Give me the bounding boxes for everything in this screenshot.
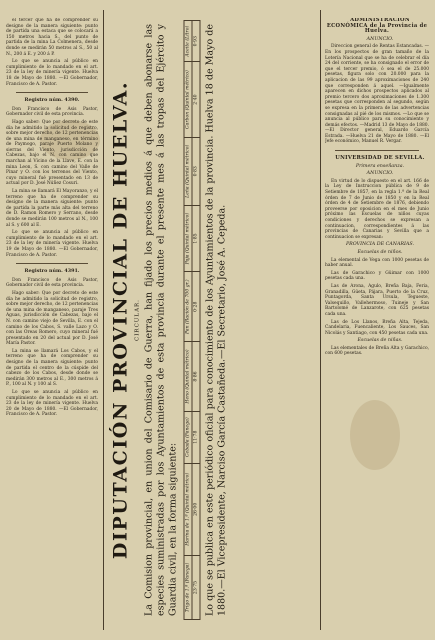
registry-heading: Registro núm. 4390.	[24, 97, 80, 104]
school-listing: Las de Los Llanos, Breña Alta, Tejeda, Candelaria, Fuencaliente, Los Sauces, San Nicolás y Santiago, con 450 pesetas cada una.	[325, 319, 429, 336]
lottery-notice: Direccion general de Rentas Estancadas. —En los prospectos de gran tamaño de la Lotería Nacional que se ha de celebrar el día 24 del corriente, se ha consignado el error de que el tercer premio, ó sea el de 25.000 pesetas, figura solo con 20.000 para la aplicacion de las 99 aproximaciones de 240 que corresponden á aquel. —Igualmente aparecen en dichos prospectos aplicados al premio tercero dos aproximaciones de 1.300 pesetas que corresponden al segundo, según se expresa en la primera de las advertencias consignadas al pié de los mismos. —Lo que se anuncia al público para su conocimiento y demás efectos. —Madrid 13 de Mayo de 1880. —El Director general, Eduardo García Estrada. —Huelva 21 de Mayo de 1880. —El Jefe económico, Manuel R. Vergar.	[325, 44, 429, 145]
table-header: Cebada (Fanega)	[184, 411, 192, 463]
circular-subtitle: CIRCULAR.	[134, 299, 141, 341]
school-listing: Las de Arona, Agulo, Breña Baja, Feria, Granadilla, Güeta, Pájara, Puerto de la Cruz, Puntagorda, Santa Ursula, Tegueste, Valsequillo, Vallehermoso, Tuineje y San Bartolomé de Lanzarote, con 625 pesetas cada una.	[325, 283, 429, 317]
section-subheading: Escuelas de niños.	[357, 249, 403, 255]
right-column	[325, 18, 429, 622]
table-cell: 2·40	[192, 62, 200, 137]
section-heading: ADMINISTRACION ECONÓMICA de la Provincia de Huelva.	[326, 18, 428, 35]
table-header: Paja (Quintal métrico)	[184, 205, 192, 271]
mining-notice-body: Hago saber: Que por decreto de este día he admitido la solicitud de registro, sobre mejor derecho, de 12 pertenencias de una mina de manganeso, paraje Tres Aguas, jurisdicción de Cabezas, bajo el N. con camino viejo de Sevilla, E. con el camino de los Cabos, S. valle Lazo y O. con las Oreas Romero, cuyo mineral fué presentado en 20 del actual por D. José María Pastor.	[6, 290, 98, 347]
mining-notice-body: La mina se llamará El Mayoranzo, y el terreno que ha de comprender su designo de la manera siguiente: punto de partida la parte más alta del terreno de D. Ramon Romero y Serrano, desde donde se medirán 100 metros al N., 100 al S. y 600 al E.	[6, 189, 98, 228]
registry-heading: Registro núm. 4391.	[24, 268, 80, 275]
price-table-header-row	[184, 21, 192, 620]
mining-notice-body: La mina se llamará Los Cabos, y el terreno que ha de comprender su designo de la manera siguiente: punto de partida el centro de la cúspide del cabezo de los Cabos, desde donde se medirán 300 metros al E., 300 metros á P., 100 al N. y 100 al S.	[6, 348, 98, 388]
section-subheading: Escuelas de niñas.	[357, 338, 403, 344]
left-column	[6, 18, 98, 622]
price-table	[184, 20, 201, 620]
page-title: DIPUTACIÓN PROVINCIAL DE HUELVA.	[109, 80, 132, 560]
rotated-center-section	[108, 20, 323, 620]
school-listing: Las elementales de Breña Alta y Garachico, con 600 pesetas.	[325, 345, 429, 357]
table-cell: 1·85	[192, 205, 200, 271]
table-cell: 0·93	[192, 21, 200, 62]
section-subheading: Primera enseñanza.	[355, 163, 405, 169]
university-notice: En virtud de lo dispuesto en el art. 166 de la Ley de Instruccion pública de 9 de Setiembre de 1857, en la regla 1.ª de la Real órden de 7 de Junio de 1850 y en la Real órden de 4 de Setiembre de 1876, debiendo proveerse por oposicion en el mes de Junio próximo las Escuelas de niños cuyas condiciones y derechos se expresan a continuacion, correspondientes á las provincias de Canarias y Sevilla que a continuacion se expresan:	[325, 178, 429, 240]
section-subheading: ANUNCIO.	[366, 36, 394, 42]
table-cell: 8·86	[192, 342, 200, 411]
table-cell: 0·28	[192, 272, 200, 342]
school-listing: La elemental de Vega con 1000 pesetas de haber anual.	[325, 257, 429, 269]
column-divider	[16, 92, 88, 93]
governor-line: Don Francisco de Asis Pastor, Gobernador civil de esta provincia.	[6, 106, 98, 118]
table-cell: 23·75	[192, 555, 200, 619]
table-cell: 26·00	[192, 463, 200, 555]
section-subheading: ANUNCIO.	[366, 171, 394, 177]
school-listing: Las de Garachico y Güimar con 1000 pesetas cada una.	[325, 270, 429, 282]
table-header: Leña (Quintal métrico)	[184, 137, 192, 205]
table-header: Carbon (Quintal métrico)	[184, 62, 192, 137]
table-header: Aceite (Litro)	[184, 21, 192, 62]
circular-footer: Lo que se publica en este periódico oficial para conocimiento de los Ayuntamientos de la provincia. Huelva 18 de Mayo de 1880.—El Vicepresidente, Narciso García Castañeda.—El Secretario, José A. Cepeda.	[204, 24, 228, 616]
section-heading: UNIVERSIDAD DE SEVILLA.	[335, 155, 425, 162]
mining-notice-body: Hago saber: Que por decreto de este día he admitido la solicitud de registro, sobre mejor derecho, de 12 pertenencias de una mina de manganeso, en término de Paymogo, paraje Puerto Molano y sierras del Viento, jurisdicción de Cabezas, bajo el N. con camino que marchan al Vicino de la Llave, E. con la mina Leon, S. con camino del Valle de Pinar y O. con los terrenos del Viento, cuyo mineral fué presentado en 13 de actual por D. José Núñez Cosuri.	[6, 119, 98, 187]
circular-intro: La Comision provincial, en union del Comisario de Guerra, han fijado los precios medios á que deben abonarse las especies suministradas por los Ayuntamientos de esta provincia durante el presente mes á las tropas del Ejército y Guardia civil, en la forma siguiente:	[143, 24, 179, 616]
column-divider	[335, 150, 419, 151]
table-header: Harina de 1.ª (Quintal métrico)	[184, 463, 192, 555]
column-divider	[16, 263, 88, 264]
mining-notice-closing: Lo que se anuncia al público en cumplimiento de lo mandado en el art. 23 de la ley de minería vigente. Huelva 20 de Mayo de 1880. —El Gobernador, Francisco de A. Pastor.	[6, 390, 98, 418]
table-row	[192, 21, 200, 620]
mining-notice-tail: el tercer que ha de comprender su designo de la manera siguiente: punto de partida una estaca que se colocará a 150 metros hacia S., del punto de partida de la mina La Colmenera, desde donde se medirán 50 metros al S., 50 al N., 200 á E. y 200 á P.	[6, 18, 98, 57]
section-subheading: PROVINCIA DE CANARIAS.	[345, 242, 415, 248]
mining-notice-closing: Lo que se anuncia al público en cumplimiento de lo mandado en el art. 23 de la ley de minería vigente. Huelva 18 de Mayo de 1880. —El Gobernador, Francisco de A. Pastor.	[6, 59, 98, 87]
table-header: Pan (Ración de 700 gr.)	[184, 272, 192, 342]
mining-notice-closing: Lo que se anuncia al público en cumplimiento de lo mandado en el art. 23 de la ley de minería vigente. Huelva 19 de Mayo de 1880. —El Gobernador, Francisco de A. Pastor.	[6, 230, 98, 258]
column-rule	[103, 10, 104, 630]
governor-line: Don Francisco de Asis Pastor, Gobernador civil de esta provincia.	[6, 277, 98, 289]
table-header: Trigo de 1.ª (Fanega)	[184, 555, 192, 619]
table-cell: 0·83	[192, 137, 200, 205]
table-cell: 11·78	[192, 411, 200, 463]
table-header: Heno (Quintal métrico)	[184, 342, 192, 411]
